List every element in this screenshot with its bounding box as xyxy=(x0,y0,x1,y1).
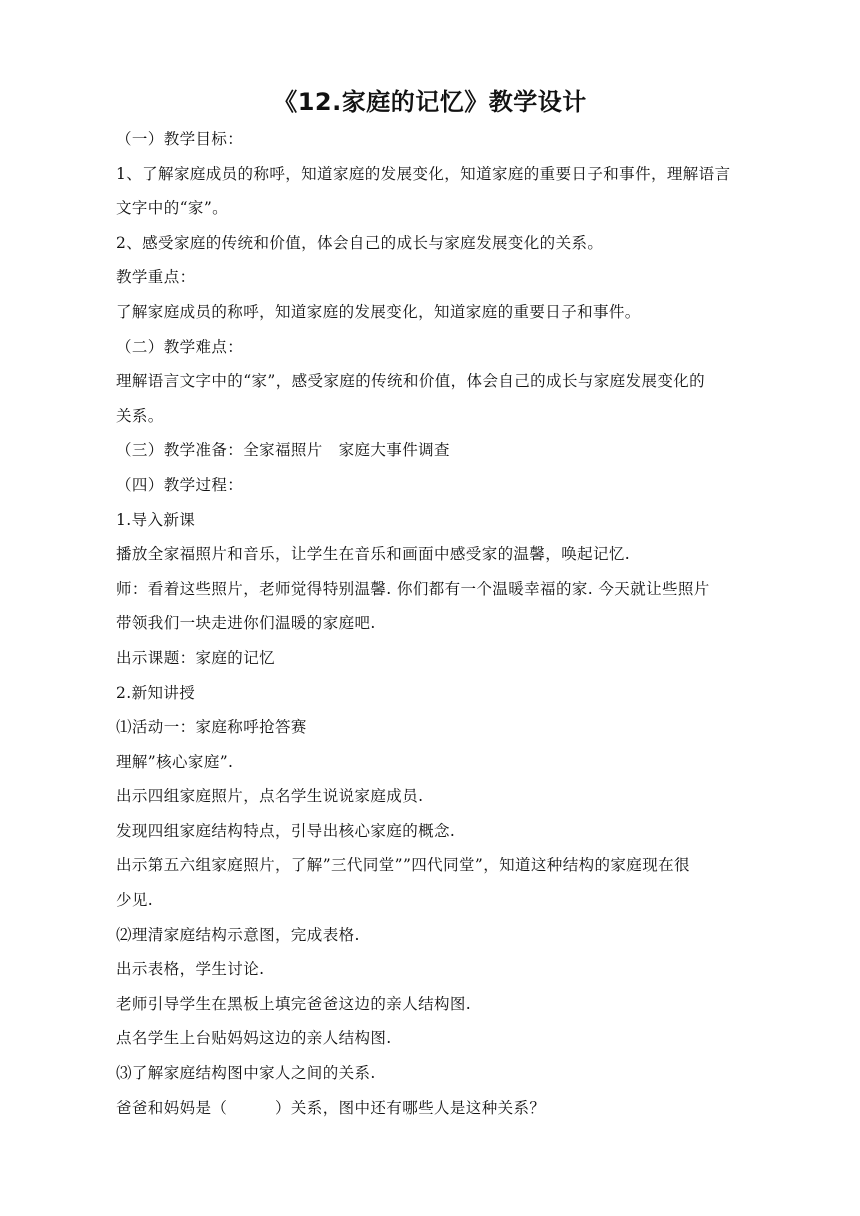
activity-2-text-1: 出示表格，学生讨论. xyxy=(116,960,265,979)
activity-2-heading: ⑵理清家庭结构示意图，完成表格. xyxy=(116,925,360,944)
activity-3-question: 爸爸和妈妈是（ ）关系，图中还有哪些人是这种关系？ xyxy=(116,1098,546,1117)
difficulties-line-1: 理解语言文字中的“家”，感受家庭的传统和价值，体会自己的成长与家庭发展变化的 xyxy=(116,372,706,391)
activity-2-text-2: 老师引导学生在黑板上填完爸爸这边的亲人结构图. xyxy=(116,994,472,1013)
objective-2: 2、感受家庭的传统和价值，体会自己的成长与家庭发展变化的关系。 xyxy=(116,233,604,252)
section-heading-key-points: 教学重点： xyxy=(116,268,196,287)
step-1-text: 播放全家福照片和音乐，让学生在音乐和画面中感受家的温馨，唤起记忆. xyxy=(116,545,631,564)
step-1-heading: 1.导入新课 xyxy=(116,510,196,529)
objective-1-line-1: 1、了解家庭成员的称呼，知道家庭的发展变化，知道家庭的重要日子和事件，理解语言 xyxy=(116,164,731,183)
activity-3-heading: ⑶了解家庭结构图中家人之间的关系. xyxy=(116,1064,376,1083)
section-heading-process: （四）教学过程： xyxy=(116,475,244,494)
activity-1-heading: ⑴活动一：家庭称呼抢答赛 xyxy=(116,718,307,737)
teacher-speech-line-2: 带领我们一块走进你们温暖的家庭吧. xyxy=(116,614,376,633)
activity-1-text-4-line-2: 少见. xyxy=(116,891,154,910)
document-body xyxy=(116,122,780,1125)
step-2-heading: 2.新知讲授 xyxy=(116,683,196,702)
document-title: 《12.家庭的记忆》教学设计 xyxy=(273,88,587,116)
difficulties-line-2: 关系。 xyxy=(116,406,164,425)
activity-1-text-3: 发现四组家庭结构特点，引导出核心家庭的概念. xyxy=(116,821,456,840)
activity-1-text-4-line-1: 出示第五六组家庭照片，了解”三代同堂””四代同堂”，知道这种结构的家庭现在很 xyxy=(116,856,690,875)
section-heading-objectives: （一）教学目标： xyxy=(116,130,244,148)
activity-2-text-3: 点名学生上台贴妈妈这边的亲人结构图. xyxy=(116,1029,392,1048)
teacher-speech-line-1: 师：看着这些照片，老师觉得特别温馨. 你们都有一个温暖幸福的家. 今天就让些照片 xyxy=(116,579,710,598)
show-topic-text: 出示课题：家庭的记忆 xyxy=(116,648,276,667)
key-points-text: 了解家庭成员的称呼，知道家庭的发展变化，知道家庭的重要日子和事件。 xyxy=(116,302,641,321)
activity-1-text-2: 出示四组家庭照片，点名学生说说家庭成员. xyxy=(116,787,424,806)
section-heading-difficulties: （二）教学难点： xyxy=(116,337,244,356)
section-heading-preparation: （三）教学准备：全家福照片 家庭大事件调查 xyxy=(116,441,450,460)
activity-1-text-1: 理解”核心家庭”. xyxy=(116,752,234,771)
objective-1-line-2: 文字中的“家”。 xyxy=(116,199,229,218)
